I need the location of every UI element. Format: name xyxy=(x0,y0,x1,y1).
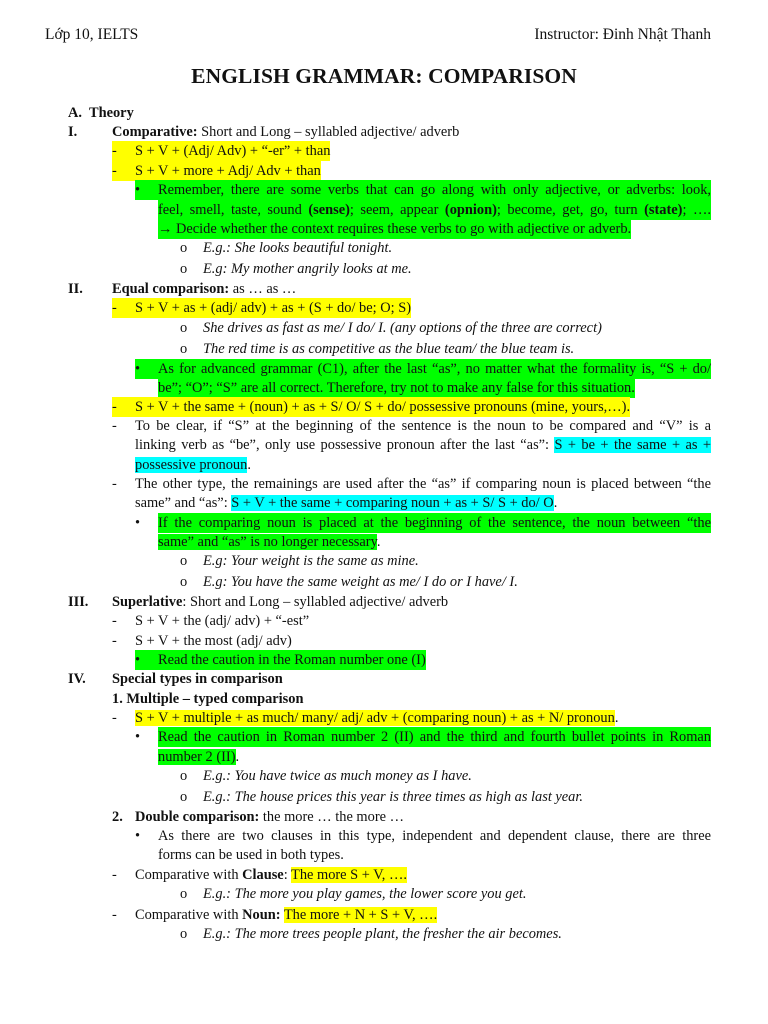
note-bullet-line: number 2 (II). xyxy=(158,749,240,765)
explanation-item: - To be clear, if “S” at the beginning of the sentence is the noun to be compared and “V” is a xyxy=(112,418,711,434)
formula-line: - S + V + the same + (noun) + as + S/ O/ S + do/ possessive pronouns (mine, yours,…). xyxy=(112,399,631,415)
formula-line: - S + V + the most (adj/ adv) xyxy=(112,633,292,649)
formula-line: - Comparative with Clause: The more S + V, …. xyxy=(112,867,407,883)
note-bullet-line: be”; “O”; “S” are all correct. Therefore, try not to make any false for this situation. xyxy=(158,380,635,396)
note-bullet: • Read the caution in the Roman number one (I) xyxy=(135,652,426,668)
example-item: o She drives as fast as me/ I do/ I. (any options of the three are correct) xyxy=(180,320,602,336)
subsection-double-heading: 2. Double comparison: the more … the more … xyxy=(112,809,404,825)
example-item: o E.g: Your weight is the same as mine. xyxy=(180,553,419,569)
formula-line: - S + V + multiple + as much/ many/ adj/ adv + (comparing noun) + as + N/ pronoun. xyxy=(112,710,619,726)
example-item: o E.g: My mother angrily looks at me. xyxy=(180,261,412,277)
formula-line: - S + V + the (adj/ adv) + “-est” xyxy=(112,613,310,629)
example-item: o E.g: You have the same weight as me/ I do or I have/ I. xyxy=(180,574,518,590)
section-equal-heading: II. Equal comparison: as … as … xyxy=(68,281,297,297)
explanation-item: - The other type, the remainings are used after the “as” if comparing noun is placed between “the xyxy=(112,476,711,492)
example-item: o The red time is as competitive as the blue team/ the blue team is. xyxy=(180,341,575,357)
theory-heading: A. Theory xyxy=(68,105,134,121)
formula-line: - S + V + as + (adj/ adv) + as + (S + do/ be; O; S) xyxy=(112,300,412,316)
section-special-heading: IV. Special types in comparison xyxy=(68,671,283,687)
example-item: o E.g.: You have twice as much money as I have. xyxy=(180,768,472,784)
example-item: o E.g.: The house prices this year is three times as high as last year. xyxy=(180,789,583,805)
note-bullet-line: feel, smell, taste, sound (sense); seem, appear (opnion); become, get, go, turn (state); …. xyxy=(158,202,711,218)
explanation-line: possessive pronoun. xyxy=(135,457,251,473)
header-class-label: Lớp 10, IELTS xyxy=(45,26,139,43)
note-bullet: • If the comparing noun is placed at the beginning of the sentence, the noun between “the xyxy=(135,515,711,531)
section-superlative-heading: III. Superlative: Short and Long – syllabled adjective/ adverb xyxy=(68,594,449,610)
note-bullet-line: → Decide whether the context requires these verbs to go with adjective or adverb. xyxy=(158,221,632,237)
note-bullet: • Remember, there are some verbs that can go along with only adjective, or adverbs: look, xyxy=(135,182,711,198)
note-bullet-line: forms can be used in both types. xyxy=(158,847,344,863)
example-item: o E.g.: She looks beautiful tonight. xyxy=(180,240,393,256)
note-bullet: • As for advanced grammar (C1), after the last “as”, no matter what the formality is, “S + do/ xyxy=(135,361,711,377)
example-item: o E.g.: The more trees people plant, the fresher the air becomes. xyxy=(180,926,562,942)
explanation-line: linking verb as “be”, only use possessive pronoun after the last “as”: S + be + the same + as + xyxy=(135,437,711,453)
formula-line: - S + V + more + Adj/ Adv + than xyxy=(112,163,321,179)
section-comparative-heading: I. Comparative: Short and Long – syllabled adjective/ adverb xyxy=(68,124,460,140)
note-bullet: • As there are two clauses in this type, independent and dependent clause, there are three xyxy=(135,828,711,844)
example-item: o E.g.: The more you play games, the lower score you get. xyxy=(180,886,527,902)
explanation-line: same” and “as”: S + V + the same + comparing noun + as + S/ S + do/ O. xyxy=(135,495,558,511)
note-bullet: • Read the caution in Roman number 2 (II) and the third and fourth bullet points in Roman xyxy=(135,729,711,745)
formula-line: - S + V + (Adj/ Adv) + “-er” + than xyxy=(112,143,331,159)
formula-line: - Comparative with Noun: The more + N + S + V, …. xyxy=(112,907,438,923)
document-title: ENGLISH GRAMMAR: COMPARISON xyxy=(191,64,577,88)
note-bullet-line: same” and “as” is no longer necessary. xyxy=(158,534,381,550)
subsection-multiple-heading: 1. Multiple – typed comparison xyxy=(112,691,304,707)
header-instructor: Instructor: Đinh Nhật Thanh xyxy=(534,26,711,43)
